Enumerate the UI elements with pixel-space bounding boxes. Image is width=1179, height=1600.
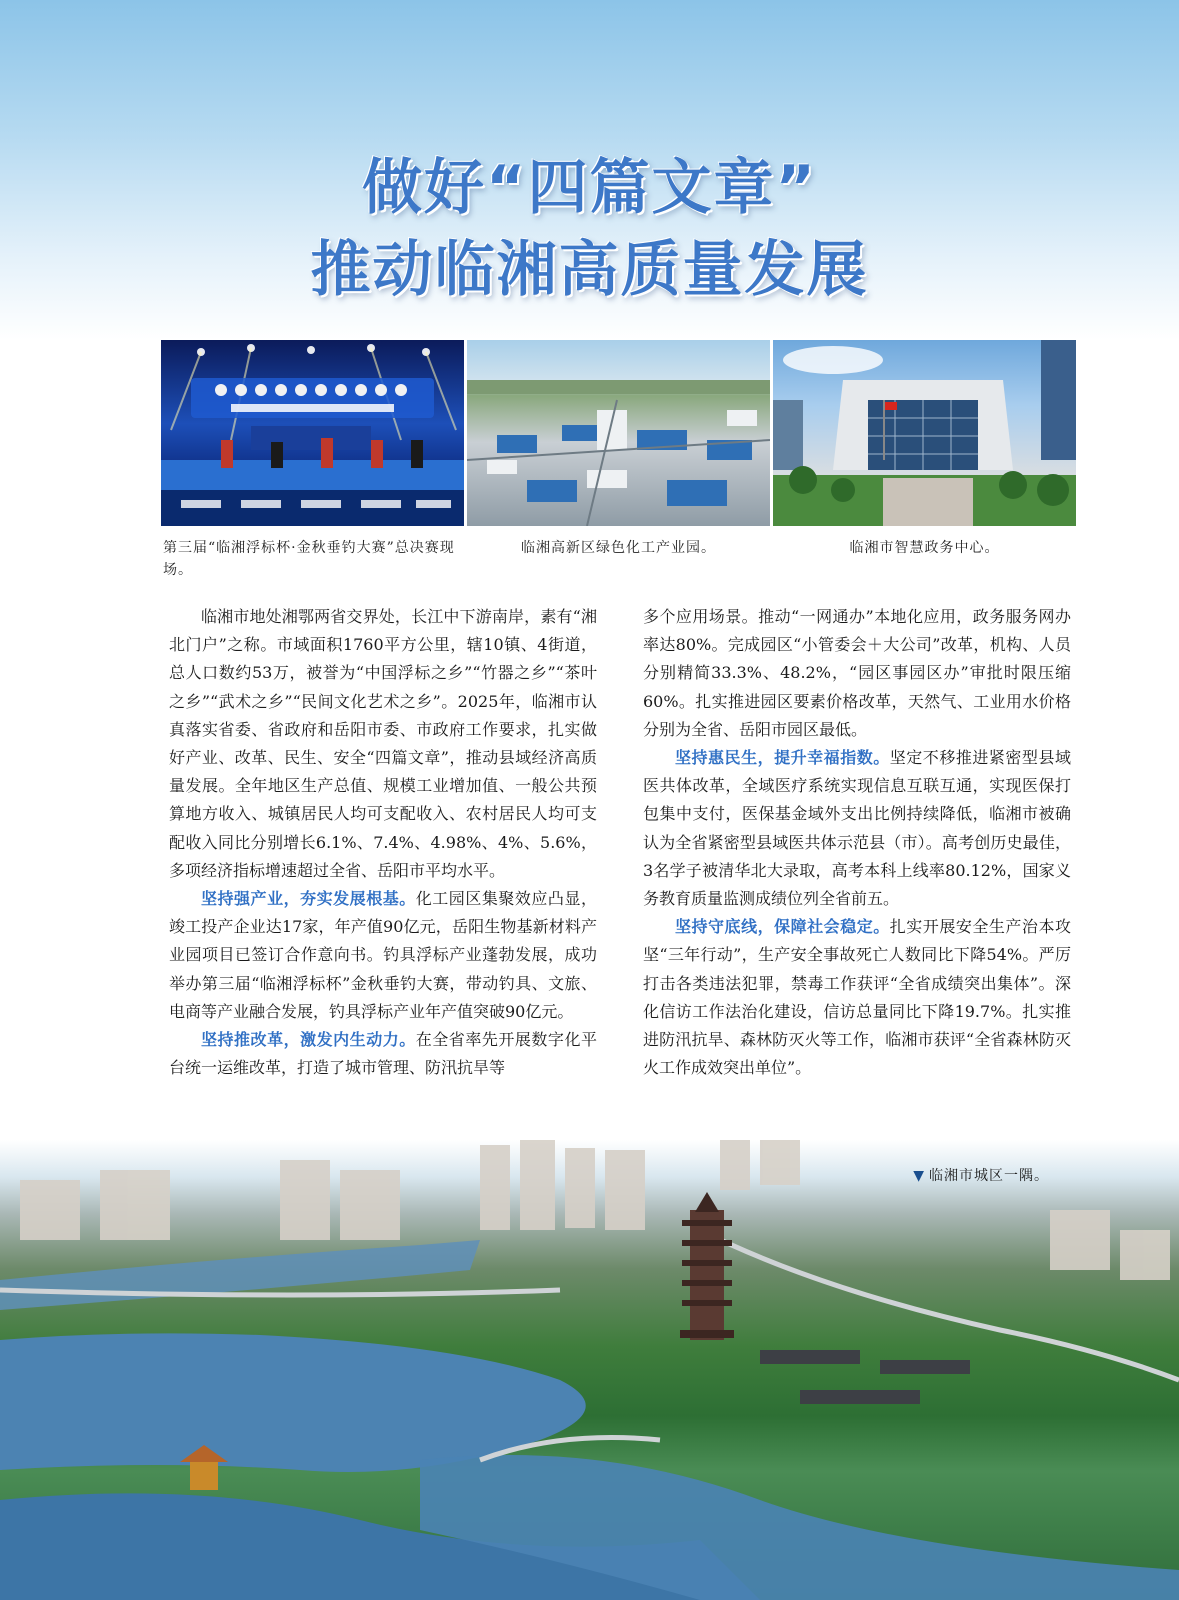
section-body-industry: 化工园区集聚效应凸显，竣工投产企业达17家，年产值90亿元，岳阳生物基新材料产业园项目已签订合作意向书。钓具浮标产业蓬勃发展，成功举办第三届“临湘浮标杯”金秋垂钓大赛，带动钓具、文旅、电商等产业融合发展，钓具浮标产业年产值突破90亿元。	[169, 889, 597, 1021]
government-center-illustration	[773, 340, 1076, 526]
stage-illustration	[161, 340, 464, 526]
caption-city-aerial-text: 临湘市城区一隅。	[929, 1168, 1049, 1184]
section-livelihood-paragraph	[643, 744, 1071, 913]
article-intro-paragraph: 临湘市地处湘鄂两省交界处，长江中下游南岸，素有“湘北门户”之称。市域面积1760平方公里，辖10镇、4街道，总人口数约53万，被誉为“中国浮标之乡”“竹器之乡”“茶叶之乡”“武术之乡”“民间文化艺术之乡”。2025年，临湘市认真落实省委、省政府和岳阳市委、市政府工作要求，扎实做好产业、改革、民生、安全“四篇文章”，推动县域经济高质量发展。全年地区生产总值、规模工业增加值、一般公共预算地方收入、城镇居民人均可支配收入、农村居民人均可支配收入同比分别增长6.1%、7.4%、4.98%、4%、5.6%，多项经济指标增速超过全省、岳阳市平均水平。	[169, 607, 597, 880]
article-column-left	[169, 603, 597, 1082]
section-heading-industry: 坚持强产业，夯实发展根基。	[201, 889, 416, 909]
caption-city-aerial	[913, 1165, 1049, 1185]
photo-chemical-industrial-park	[467, 340, 770, 526]
page-title-line1: 做好“四篇文章”	[362, 153, 817, 223]
photo-city-aerial	[0, 1140, 1179, 1600]
city-aerial-illustration	[0, 1140, 1179, 1600]
section-safety-paragraph	[643, 913, 1071, 1082]
section-reform-continued: 多个应用场景。推动“一网通办”本地化应用，政务服务网办率达80%。完成园区“小管委会＋大公司”改革，机构、人员分别精简33.3%、48.2%，“园区事园区办”审批时限压缩60%。扎实推进园区要素价格改革，天然气、工业用水价格分别为全省、岳阳市园区最低。	[643, 607, 1071, 739]
photo-fishing-competition	[161, 340, 464, 526]
section-body-livelihood: 坚定不移推进紧密型县域医共体改革，全域医疗系统实现信息互联互通，实现医保打包集中支付，医保基金域外支出比例持续降低，临湘市被确认为全省紧密型县域医共体示范县（市）。高考创历史最佳，3名学子被清华北大录取，高考本科上线率80.12%，国家义务教育质量监测成绩位列全省前五。	[643, 748, 1071, 909]
section-heading-safety: 坚持守底线，保障社会稳定。	[675, 917, 890, 937]
page-title-line2: 推动临湘高质量发展	[310, 235, 869, 305]
triangle-marker-icon: ▼	[913, 1168, 925, 1184]
section-industry-paragraph	[169, 885, 597, 1026]
section-heading-livelihood: 坚持惠民生，提升幸福指数。	[675, 748, 890, 768]
article-column-right	[643, 603, 1071, 1082]
industrial-park-illustration	[467, 340, 770, 526]
caption-fishing-competition: 第三届“临湘浮标杯·金秋垂钓大赛”总决赛现场。	[163, 540, 455, 578]
section-heading-reform: 坚持推改革，激发内生动力。	[201, 1030, 416, 1050]
photo-smart-government-center	[773, 340, 1076, 526]
section-body-reform: 在全省率先开展数字化平台统一运维改革，打造了城市管理、防汛抗旱等	[169, 1030, 597, 1078]
caption-government-center: 临湘市智慧政务中心。	[849, 540, 1000, 556]
section-body-safety: 扎实开展安全生产治本攻坚“三年行动”，生产安全事故死亡人数同比下降54%。严厉打击各类违法犯罪，禁毒工作获评“全省成绩突出集体”。深化信访工作法治化建设，信访总量同比下降19.7%。扎实推进防汛抗旱、森林防灭火等工作，临湘市获评“全省森林防灭火工作成效突出单位”。	[643, 917, 1071, 1078]
section-reform-paragraph	[169, 1026, 597, 1082]
caption-industrial-park: 临湘高新区绿色化工产业园。	[521, 540, 716, 556]
